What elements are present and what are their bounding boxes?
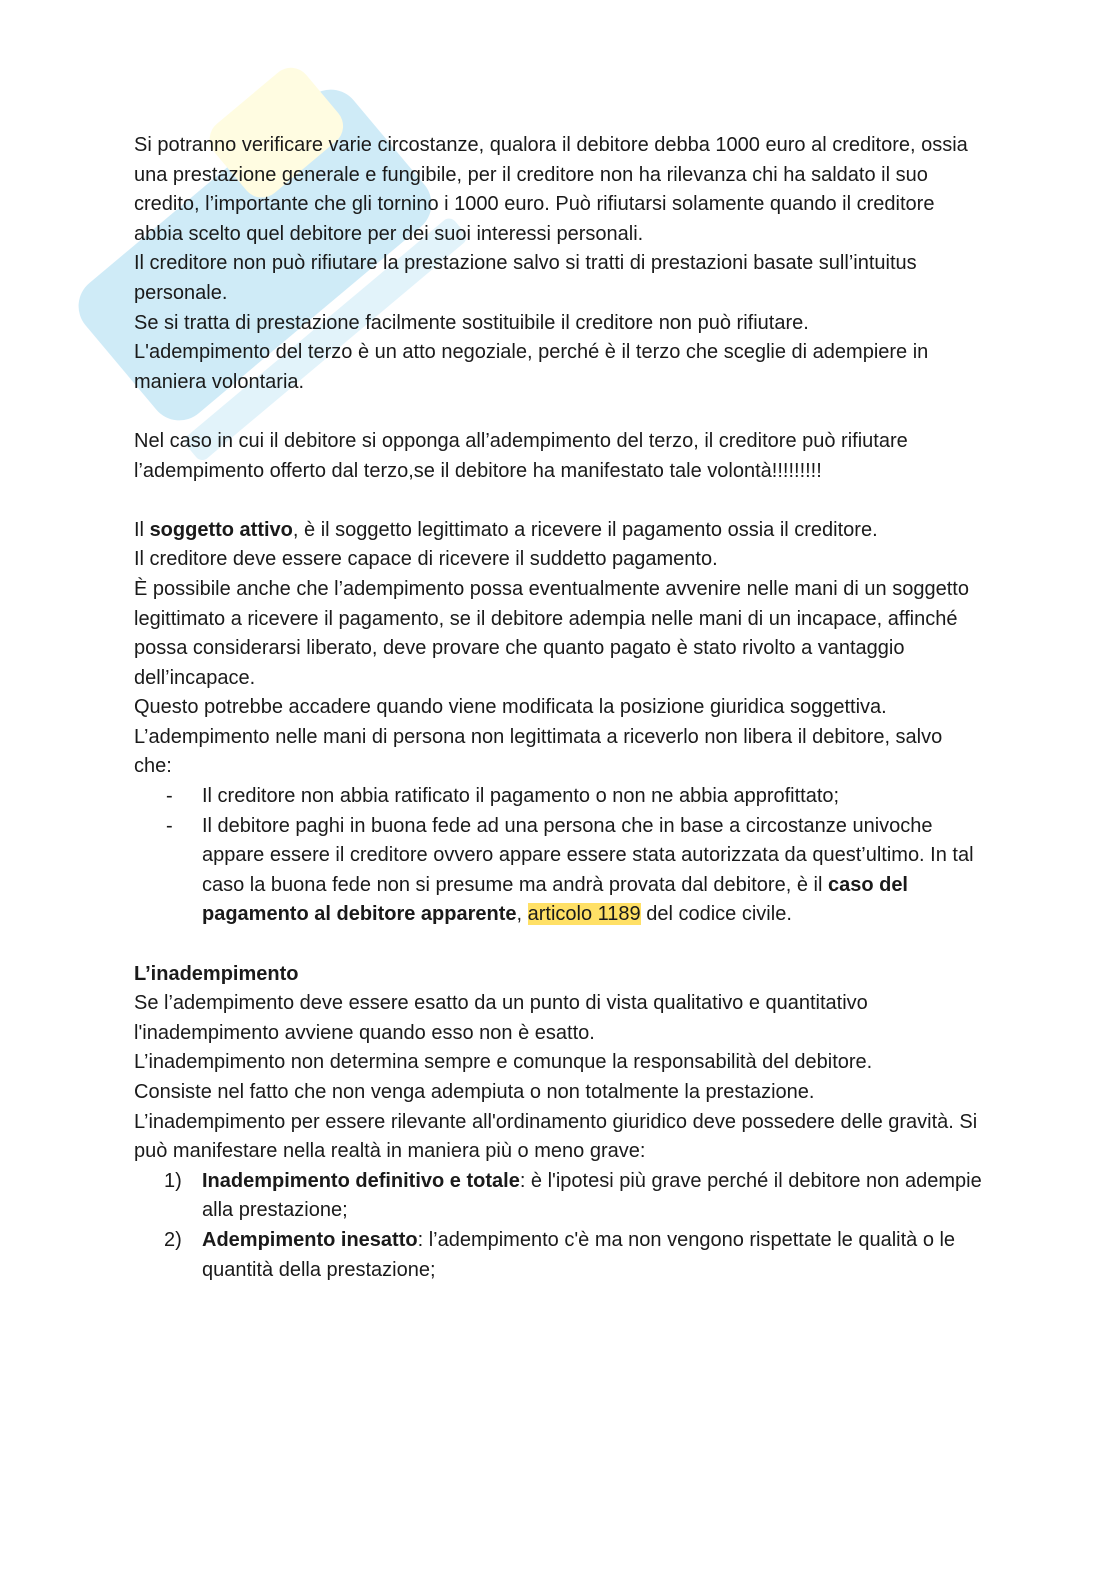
spacer xyxy=(134,397,984,427)
paragraph: Se si tratta di prestazione facilmente sostituibile il creditore non può rifiutare. xyxy=(134,311,809,334)
paragraph: È possibile anche che l’adempimento possa eventualmente avvenire nelle mani di un soggetto legittimato a ricevere il pagamento, se il debitore adempia nelle mani di un incapace, affinché possa considerarsi liberato, deve provare che quanto pagato è stato rivolto a vantaggio dell’incapace. xyxy=(134,577,969,689)
list-text: : è l'ipotesi più grave perché il debitore non adempie alla prestazione; xyxy=(202,1169,982,1222)
spacer xyxy=(134,930,984,960)
spacer xyxy=(134,486,984,516)
list-number: 1) xyxy=(164,1169,182,1192)
paragraph: Se l’adempimento deve essere esatto da un punto di vista qualitativo e quantitativo l'inadempimento avviene quando esso non è esatto. xyxy=(134,992,868,1044)
heading-text: L’inadempimento xyxy=(134,962,299,985)
text-run: del codice civile. xyxy=(640,903,792,926)
numbered-item xyxy=(134,1167,984,1226)
paragraph: Si potranno verificare varie circostanze, qualora il debitore debba 1000 euro al creditore, ossia una prestazione generale e fungibile, per il creditore non ha rilevanza chi ha saldato il suo credito, l’importante che gli tornino i 1000 euro. Può rifiutarsi solamente quando il creditore abbia scelto quel debitore per dei suoi interessi personali. xyxy=(134,134,968,245)
paragraph: Il creditore deve essere capace di ricevere il suddetto pagamento. xyxy=(134,548,718,571)
section-heading xyxy=(134,960,984,990)
paragraph: Il creditore non può rifiutare la prestazione salvo si tratti di prestazioni basate sull’intuitus personale. xyxy=(134,252,917,304)
paragraph: Nel caso in cui il debitore si opponga all’adempimento del terzo, il creditore può rifiutare l’adempimento offerto dal terzo,se il debitore ha manifestato tale volontà!!!!!!!!! xyxy=(134,429,908,482)
bullet-text: Il debitore paghi in buona fede ad una persona che in base a circostanze univoche appare essere il creditore ovvero appare essere stata autorizzata da quest’ultimo. In tal caso la buona fede non si presume ma andrà provata dal debitore, è il xyxy=(202,814,974,896)
paragraph: L'adempimento del terzo è un atto negoziale, perché è il terzo che sceglie di adempiere in maniera volontaria. xyxy=(134,341,929,393)
list-number: 2) xyxy=(164,1228,182,1251)
list-text: : l’adempimento c'è ma non vengono rispettate le qualità o le quantità della prestazione; xyxy=(202,1228,956,1281)
bullet-text: Il creditore non abbia ratificato il pagamento o non ne abbia approfittato; xyxy=(202,785,840,808)
bullet-marker: - xyxy=(166,814,173,837)
numbered-item xyxy=(134,1226,984,1285)
bold-term: caso del pagamento al debitore apparente xyxy=(202,873,908,926)
highlighted-text: articolo 1189 xyxy=(527,903,641,926)
paragraph: L’adempimento nelle mani di persona non legittimata a riceverlo non libera il debitore, salvo che: xyxy=(134,725,943,778)
text-run: Il xyxy=(134,518,150,541)
paragraph: Questo potrebbe accadere quando viene modificata la posizione giuridica soggettiva. xyxy=(134,696,887,719)
paragraph: Consiste nel fatto che non venga adempiuta o non totalmente la prestazione. xyxy=(134,1081,815,1103)
bullet-item xyxy=(134,782,984,812)
paragraph: L’inadempimento non determina sempre e comunque la responsabilità del debitore. xyxy=(134,1051,873,1074)
bold-term: Inadempimento definitivo e totale xyxy=(202,1169,520,1192)
bullet-item xyxy=(134,812,984,930)
bold-term: Adempimento inesatto xyxy=(202,1228,418,1251)
paragraph: L’inadempimento per essere rilevante all'ordinamento giuridico deve possedere delle gravità. Si può manifestare nella realtà in maniera più o meno grave: xyxy=(134,1110,978,1163)
bold-term: soggetto attivo xyxy=(149,518,293,541)
document-page xyxy=(134,131,984,1285)
paragraph xyxy=(134,516,984,546)
text-run: , è il soggetto legittimato a ricevere il pagamento ossia il creditore. xyxy=(292,518,878,541)
bullet-marker: - xyxy=(166,785,173,808)
text-run: , xyxy=(516,903,528,926)
